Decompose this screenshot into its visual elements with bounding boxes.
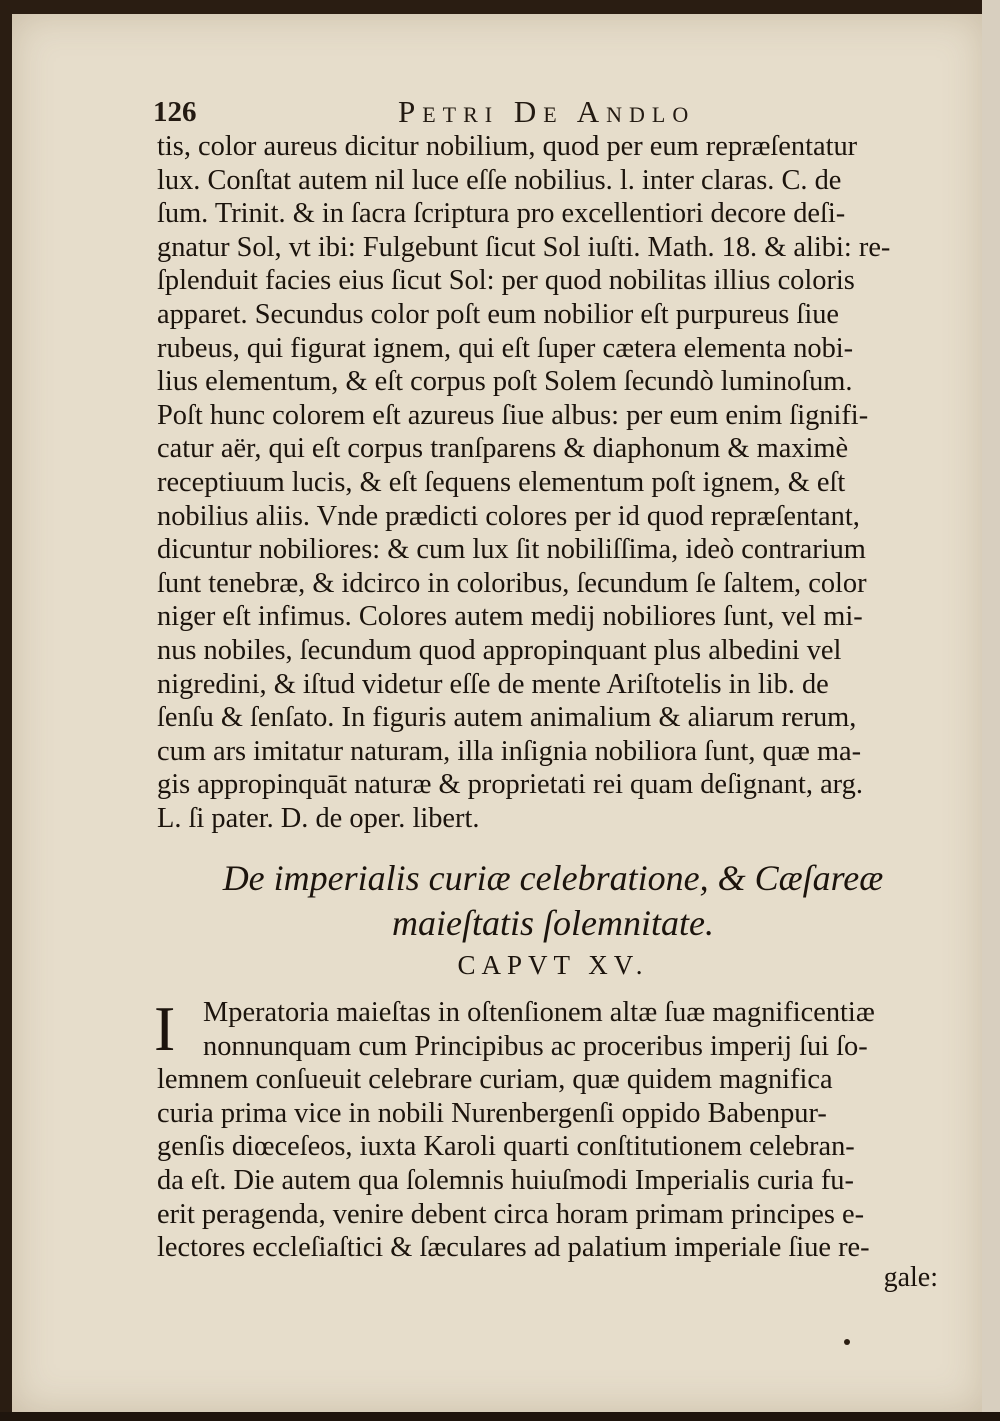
text-line: dicuntur nobiliores: & cum lux ſit nobiliſſima, ideò contrarium [157, 534, 866, 566]
text-line: cum ars imitatur naturam, illa inſignia nobiliora ſunt, quæ ma- [157, 735, 862, 767]
text-line: da eſt. Die autem qua ſolemnis huiuſmodi Imperialis curia fu- [157, 1164, 854, 1196]
chapter-number: CAPVT XV. [457, 950, 649, 980]
text-line: Mperatoria maieſtas in oſtenſionem altæ ſuæ magnificentiæ [203, 997, 875, 1028]
text-line: rubeus, qui figurat ignem, qui eſt ſuper cætera elementa nobi- [157, 332, 854, 364]
text-line: ſunt tenebræ, & idcirco in coloribus, ſecundum ſe ſaltem, color [157, 567, 867, 599]
text-line: nonnunquam cum Principibus ac proceribus imperij ſui ſo- [203, 1030, 868, 1062]
body-text [157, 130, 949, 835]
page-number: 126 [153, 96, 197, 128]
text-line: lemnem conſueuit celebrare curiam, quæ quidem magnifica [157, 1064, 833, 1096]
chapter-title [157, 856, 949, 946]
text-line: genſis diœceſeos, iuxta Karoli quarti conſtitutionem celebran- [157, 1131, 855, 1163]
text-line: erit peragenda, venire debent circa horam primam principes e- [157, 1198, 865, 1230]
scan-border [0, 1412, 1000, 1421]
text-line: tis, color aureus dicitur nobilium, quod per eum repræſentatur [157, 131, 858, 162]
page-header [153, 92, 949, 132]
text-line: gnatur Sol, vt ibi: Fulgebunt ſicut Sol iuſti. Math. 18. & alibi: re- [157, 231, 891, 263]
catchword: gale: [883, 1262, 938, 1293]
text-line: L. ſi pater. D. de oper. libert. [157, 802, 480, 834]
text-line: nobilius aliis. Vnde prædicti colores per id quod repræſentant, [157, 500, 860, 532]
text-line: catur aër, qui eſt corpus tranſparens & diaphonum & maximè [157, 433, 849, 465]
text-line: lux. Conſtat autem nil luce eſſe nobilius. l. inter claras. C. de [157, 164, 842, 196]
chapter-title-line: De imperialis curiæ celebratione, & Cæſareæ [222, 858, 884, 898]
text-line: ſenſu & ſenſato. In figuris autem animalium & aliarum rerum, [157, 702, 857, 734]
page-edge [982, 0, 1000, 1421]
text-line: nigredini, & iſtud videtur eſſe de mente Ariſtotelis in lib. de [157, 668, 829, 700]
running-title: Petri De Andlo [398, 94, 696, 129]
text-line: ſplenduit facies eius ſicut Sol: per quod nobilitas illius coloris [157, 265, 855, 297]
text-line: niger eſt infimus. Colores autem medij nobiliores ſunt, vel mi- [157, 601, 863, 633]
text-line: receptiuum lucis, & eſt ſequens elementum poſt ignem, & eſt [157, 466, 846, 498]
text-line: lectores eccleſiaſtici & ſæculares ad palatium imperiale ſiue re- [157, 1232, 870, 1264]
text-line: gis appropinquāt naturæ & proprietati rei quam deſignant, arg. [157, 769, 863, 801]
text-line: curia prima vice in nobili Nurenbergenſi oppido Babenpur- [157, 1097, 827, 1129]
text-line: apparet. Secundus color poſt eum nobilior eſt purpureus ſiue [157, 298, 839, 330]
ink-dot [844, 1339, 850, 1345]
chapter-body [154, 993, 949, 1265]
drop-cap: I [154, 993, 176, 1064]
text-line: Poſt hunc colorem eſt azureus ſiue albus: per eum enim ſignifi- [157, 399, 869, 431]
chapter-title-line: maieſtatis ſolemnitate. [392, 903, 714, 943]
text-line: ſum. Trinit. & in ſacra ſcriptura pro excellentiori decore deſi- [157, 198, 846, 230]
text-line: lius elementum, & eſt corpus poſt Solem ſecundò luminoſum. [157, 366, 853, 398]
text-line: nus nobiles, ſecundum quod appropinquant plus albedini vel [157, 634, 842, 666]
